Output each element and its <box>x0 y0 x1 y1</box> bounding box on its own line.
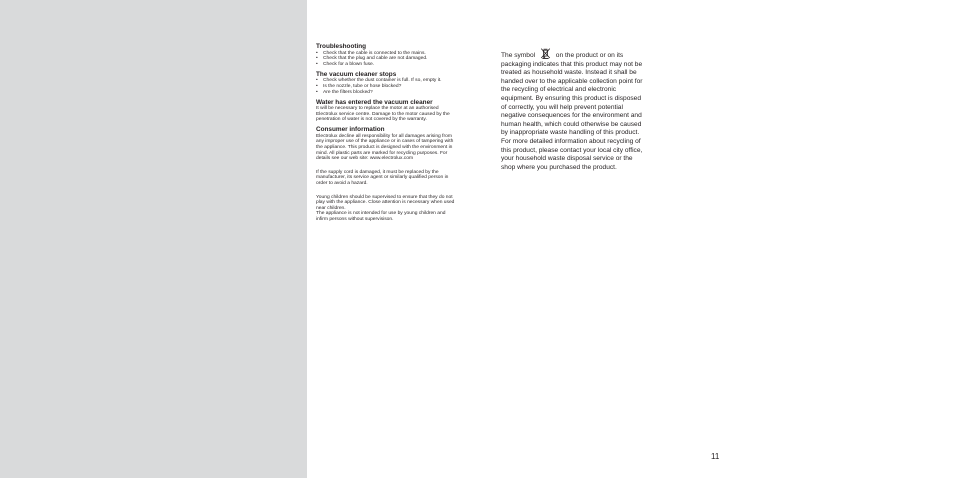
symbol-intro-text: The symbol <box>501 52 536 59</box>
right-column <box>501 48 643 172</box>
troubleshooting-list <box>316 51 456 68</box>
recycling-text: on the product or on its packaging indicates that this product may not be treated as household waste. Instead it shall be handed over to the applicable collection point for the recycling of electrical and electronic equipment. By ensuring this product is disposed of correctly, you will help prevent potential negative consequences for the environment and human health, which could otherwise be caused by inappropriate waste handling of this product. For more detailed information about recycling of this product, please contact your local city office, your household waste disposal service or the shop where you purchased the product. <box>501 52 643 171</box>
left-column <box>316 43 456 226</box>
troubleshooting-heading: Troubleshooting <box>316 43 367 50</box>
water-entered-heading: Water has entered the vacuum cleaner <box>316 98 433 106</box>
troubleshooting-section <box>316 43 456 67</box>
crossed-out-wheelie-bin-icon <box>539 48 552 59</box>
water-entered-text: It will be necessary to replace the motor at an authorised Electrolux service centre. Damage to the motor caused by the penetration of water is not covered by the warranty. <box>316 106 450 123</box>
list-item: • Check whether the dust container is full. If so, empty it. <box>316 78 456 84</box>
vacuum-stops-section <box>316 71 456 95</box>
consumer-information-heading: Consumer information <box>316 126 385 134</box>
vacuum-stops-heading: The vacuum cleaner stops <box>316 70 397 78</box>
consumer-information-section <box>316 126 456 222</box>
list-item: • Check for a blown fuse. <box>316 62 456 68</box>
list-item: • Check that the plug and cable are not damaged. <box>316 56 456 62</box>
water-entered-section <box>316 99 456 123</box>
children-intended-use-text: The appliance is not intended for use by young children and infirm persons without supervisison. <box>316 211 446 223</box>
list-item: • Are the filters blocked? <box>316 90 456 96</box>
list-item: • Check that the cable is connected to the mains. <box>316 51 456 57</box>
recycling-paragraph <box>501 48 643 172</box>
children-supervision-text: Young children should be supervised to ensure that they do not play with the appliance. Close attention is necessary when used near children. <box>316 194 455 211</box>
vacuum-stops-list <box>316 78 456 95</box>
page-margin-gray <box>0 0 307 478</box>
consumer-information-text: Electrolux decline all responsibility for all damages arising from any improper use of the appliance or in cases of tampering with the appliance. This product is designed with the environment in mind. All plastic parts are marked for recycling purposes. For details see our web site: www.electrolux.com <box>316 133 454 162</box>
page-number: 11 <box>711 452 720 461</box>
list-item: • Is the nozzle, tube or hose blocked? <box>316 84 456 90</box>
supply-cord-text: If the supply cord is damaged, it must be replaced by the manufacturer, its service agent or similarly qualified person in order to avoid a hazard. <box>316 169 449 187</box>
